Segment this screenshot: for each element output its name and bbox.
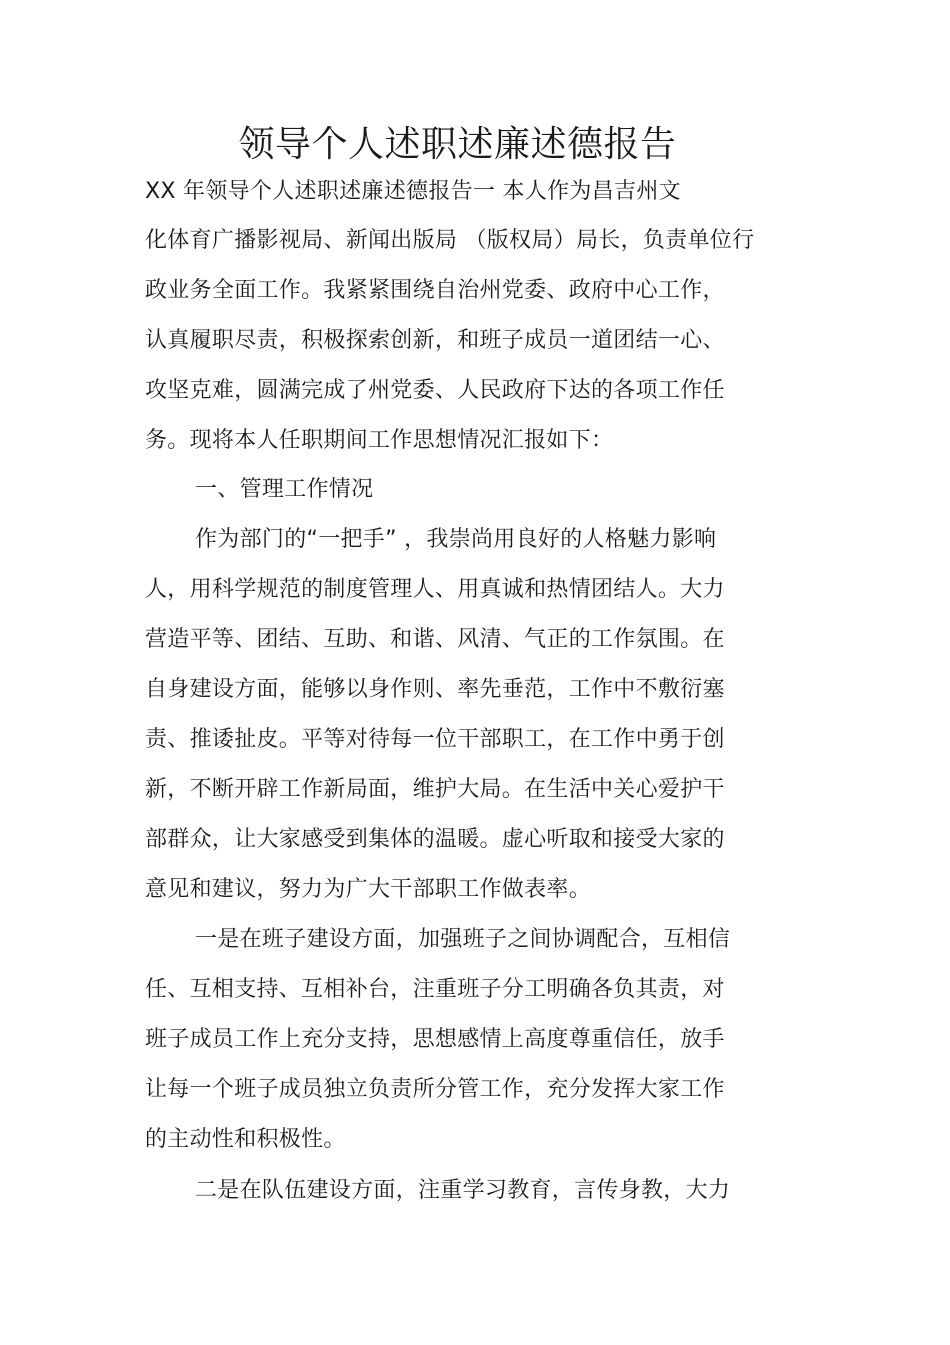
body-line-19: 让每一个班子成员独立负责所分管工作，充分发挥大家工作 (145, 1077, 725, 1102)
body-line-13: 新，不断开辟工作新局面，维护大局。在生活中关心爱护干 (145, 777, 725, 802)
body-line-17: 任、互相支持、互相补台，注重班子分工明确各负其责，对 (145, 977, 725, 1002)
body-line-4: 认真履职尽责，积极探索创新，和班子成员一道团结一心、 (145, 328, 725, 353)
section-heading: 一、管理工作情况 (195, 477, 374, 502)
body-line-20: 的主动性和积极性。 (145, 1127, 346, 1152)
body-line-3: 政业务全面工作。我紧紧围绕自治州党委、政府中心工作， (145, 278, 725, 303)
body-line-18: 班子成员工作上充分支持，思想感情上高度尊重信任，放手 (145, 1027, 725, 1052)
body-line-1: XX 年领导个人述职述廉述德报告一 本人作为昌吉州文 (145, 179, 681, 204)
body-line-10: 营造平等、团结、互助、和谐、风清、气正的工作氛围。在 (145, 627, 725, 652)
body-line-2: 化体育广播影视局、新闻出版局 （版权局）局长，负责单位行 (145, 228, 755, 253)
body-line-16: 一是在班子建设方面，加强班子之间协调配合，互相信 (195, 927, 731, 952)
body-line-21: 二是在队伍建设方面，注重学习教育，言传身教，大力 (195, 1178, 731, 1203)
body-line-12: 责、推诿扯皮。平等对待每一位干部职工，在工作中勇于创 (145, 727, 725, 752)
body-line-9: 人，用科学规范的制度管理人、用真诚和热情团结人。大力 (145, 577, 725, 602)
document-title: 领导个人述职述廉述德报告 (238, 124, 677, 165)
body-line-8: 作为部门的“一把手” ，我崇尚用良好的人格魅力影响 (195, 527, 717, 552)
body-line-6: 务。现将本人任职期间工作思想情况汇报如下： (145, 428, 614, 453)
body-line-15: 意见和建议，努力为广大干部职工作做表率。 (145, 877, 592, 902)
body-line-5: 攻坚克难，圆满完成了州党委、人民政府下达的各项工作任 (145, 378, 725, 403)
body-line-11: 自身建设方面，能够以身作则、率先垂范，工作中不敷衍塞 (145, 677, 725, 702)
body-line-14: 部群众，让大家感受到集体的温暖。虚心听取和接受大家的 (145, 827, 725, 852)
